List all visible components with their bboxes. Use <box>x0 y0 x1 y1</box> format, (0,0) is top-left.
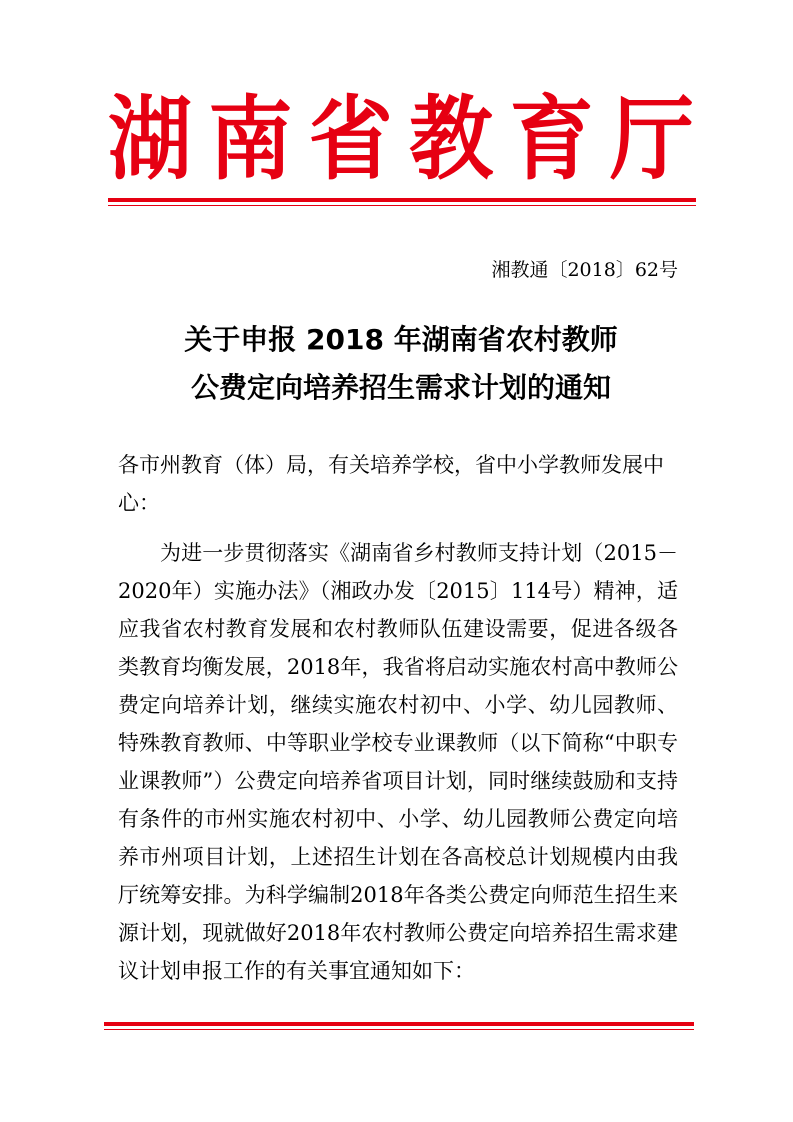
masthead-char: 省 <box>308 85 393 192</box>
masthead-char: 南 <box>208 85 293 192</box>
document-number: 湘教通〔2018〕62号 <box>491 259 678 281</box>
masthead-title <box>108 84 694 194</box>
salutation: 各市州教育（体）局，有关培养学校，省中小学教师发展中心： <box>118 453 664 515</box>
masthead-char: 教 <box>409 85 494 192</box>
header-divider-thin <box>108 205 696 206</box>
masthead-char: 厅 <box>609 85 694 192</box>
masthead-char: 湖 <box>108 85 193 192</box>
document-title-line-1: 关于申报 2018 年湖南省农村教师 <box>184 323 618 356</box>
footer-divider-thin <box>104 1029 694 1030</box>
header-divider-thick <box>108 198 696 202</box>
body-paragraph: 为进一步贯彻落实《湖南省乡村教师支持计划（2015－2020年）实施办法》（湘政办发〔2015〕114号）精神，适应我省农村教育发展和农村教师队伍建设需要，促进各级各类教育均衡发展，2018年，我省将启动实施农村高中教师公费定向培养计划，继续实施农村初中、小学、幼儿园教师、特殊教育教师、中等职业学校专业课教师（以下简称“中职专业课教师”）公费定向培养省项目计划，同时继续鼓励和支持有条件的市州实施农村初中、小学、幼儿园教师公费定向培养市州项目计划，上述招生计划在各高校总计划规模内由我厅统筹安排。为科学编制2018年各类公费定向师范生招生来源计划，现就做好2018年农村教师公费定向培养招生需求建议计划申报工作的有关事宜通知如下： <box>118 541 678 983</box>
footer-divider-thick <box>104 1022 694 1026</box>
masthead-char: 育 <box>509 85 594 192</box>
document-title-line-2: 公费定向培养招生需求计划的通知 <box>190 371 611 404</box>
